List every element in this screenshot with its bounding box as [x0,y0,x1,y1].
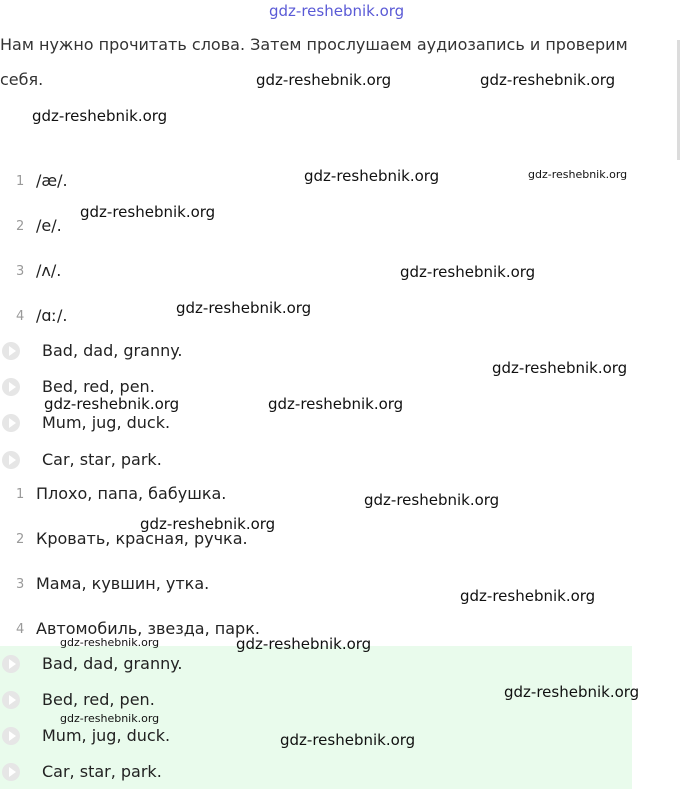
watermark: gdz-reshebnik.org [140,515,276,533]
watermark: gdz-reshebnik.org [400,263,536,281]
play-icon[interactable] [2,763,20,781]
translation-number: 3 [16,577,25,592]
watermark: gdz-reshebnik.org [268,395,404,413]
watermark: gdz-reshebnik.org [364,491,500,509]
audio-text: Bed, red, pen. [42,690,155,709]
watermark: gdz-reshebnik.org [480,71,616,89]
audio-text: Mum, jug, duck. [42,726,171,745]
watermark: gdz-reshebnik.org [32,107,168,125]
audio-text: Car, star, park. [42,450,162,469]
play-icon[interactable] [2,342,20,360]
audio-text: Mum, jug, duck. [42,413,171,432]
watermark: gdz-reshebnik.org [80,203,216,221]
sound-number: 2 [16,219,25,234]
audio-text: Bed, red, pen. [42,377,155,396]
audio-text: Car, star, park. [42,762,162,781]
translation-text: Мама, кувшин, утка. [36,574,210,593]
sound-text: /æ/. [36,171,68,190]
sound-text: /ɑː/. [36,306,68,325]
play-icon[interactable] [2,378,20,396]
watermark: gdz-reshebnik.org [492,359,628,377]
sound-number: 4 [16,309,25,324]
sound-number: 3 [16,264,25,279]
audio-text: Bad, dad, granny. [42,341,183,360]
audio-text: Bad, dad, granny. [42,654,183,673]
watermark: gdz-reshebnik.org [280,731,416,749]
sound-text: /e/. [36,216,62,235]
watermark-top: gdz-reshebnik.org [269,2,405,20]
sound-text: /ʌ/. [36,261,62,280]
intro-line-1: Нам нужно прочитать слова. Затем прослушаем аудиозапись и проверим [0,35,628,54]
translation-number: 2 [16,532,25,547]
watermark: gdz-reshebnik.org [236,635,372,653]
watermark: gdz-reshebnik.org [504,683,640,701]
translation-text: Кровать, красная, ручка. [36,529,248,548]
intro-line-2: себя. [0,70,44,89]
translation-text: Автомобиль, звезда, парк. [36,619,260,638]
watermark: gdz-reshebnik.org [460,587,596,605]
play-icon[interactable] [2,691,20,709]
translation-text: Плохо, папа, бабушка. [36,484,227,503]
translation-number: 4 [16,622,25,637]
watermark: gdz-reshebnik.org [256,71,392,89]
play-icon[interactable] [2,727,20,745]
translation-number: 1 [16,487,25,502]
watermark: gdz-reshebnik.org [528,168,628,181]
play-icon[interactable] [2,655,20,673]
watermark: gdz-reshebnik.org [176,299,312,317]
watermark: gdz-reshebnik.org [304,167,440,185]
watermark: gdz-reshebnik.org [60,636,160,649]
watermark: gdz-reshebnik.org [60,712,160,725]
sound-number: 1 [16,174,25,189]
play-icon[interactable] [2,414,20,432]
watermark: gdz-reshebnik.org [44,395,180,413]
play-icon[interactable] [2,451,20,469]
